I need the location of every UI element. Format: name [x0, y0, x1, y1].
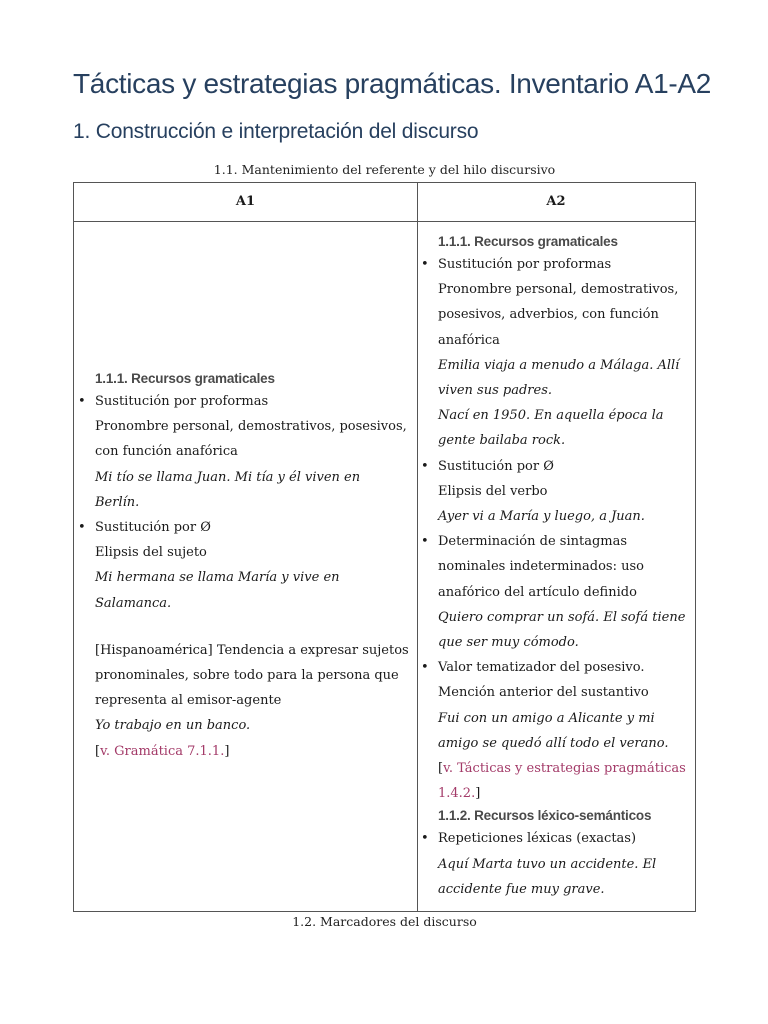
- example-line: accidente fue muy grave.: [438, 881, 605, 897]
- inventory-table: [73, 182, 696, 912]
- description-line: Pronombre personal, demostrativos,: [438, 282, 679, 298]
- header-divider: [74, 221, 695, 222]
- cross-reference-cont: 1.4.2.]: [438, 786, 481, 802]
- example-line: que ser muy cómodo.: [438, 635, 579, 651]
- grammar-link[interactable]: v. Gramática 7.1.1.: [100, 743, 225, 759]
- description-line: posesivos, adverbios, con función: [438, 307, 659, 323]
- tactics-link-number[interactable]: 1.4.2.: [438, 786, 476, 802]
- description-line: Pronombre personal, demostrativos, posesivos,: [95, 419, 407, 435]
- example-line: Nací en 1950. En aquella época la: [438, 408, 664, 424]
- bullet-item: • Sustitución por proformas: [417, 252, 695, 277]
- example-line: Fui con un amigo a Alicante y mi: [438, 710, 655, 726]
- next-table-caption: 1.2. Marcadores del discurso: [292, 914, 477, 929]
- description-line: anafórico del artículo definido: [438, 584, 637, 600]
- example-line: Emilia viaja a menudo a Málaga. Allí: [438, 357, 680, 373]
- bullet-item: • Sustitución por Ø: [417, 454, 695, 479]
- bullet-item: • Repeticiones léxicas (exactas): [417, 826, 695, 851]
- column-header-a1: A1: [235, 194, 256, 209]
- example-line: viven sus padres.: [438, 383, 552, 399]
- description-line: anafórica: [438, 332, 500, 348]
- example-line: Salamanca.: [95, 595, 172, 611]
- example-line: Mi hermana se llama María y vive en: [95, 570, 340, 586]
- note-line: [Hispanoamérica] Tendencia a expresar sujetos: [95, 642, 409, 658]
- cross-reference: [v. Tácticas y estrategias pragmáticas: [438, 761, 686, 777]
- example-line: Quiero comprar un sofá. El sofá tiene: [438, 609, 686, 625]
- bullet-item: • Valor tematizador del posesivo.: [417, 655, 695, 680]
- bullet-item: • Sustitución por proformas: [74, 389, 417, 414]
- section-heading: 1. Construcción e interpretación del discurso: [73, 120, 479, 143]
- tactics-link[interactable]: v. Tácticas y estrategias pragmáticas: [443, 761, 686, 777]
- example-line: Ayer vi a María y luego, a Juan.: [438, 509, 645, 525]
- note-line: pronominales, sobre todo para la persona que: [95, 668, 399, 684]
- cross-reference: [v. Gramática 7.1.1.]: [95, 743, 230, 759]
- example-line: Yo trabajo en un banco.: [95, 718, 251, 734]
- subsection-heading: 1.1.1. Recursos gramaticales: [438, 234, 618, 249]
- page-title: Tácticas y estrategias pragmáticas. Inventario A1-A2: [73, 68, 712, 99]
- table-caption: 1.1. Mantenimiento del referente y del hilo discursivo: [213, 162, 556, 177]
- bullet-item: • Determinación de sintagmas: [417, 529, 695, 554]
- example-line: amigo se quedó allí todo el verano.: [438, 735, 669, 751]
- column-header-a2: A2: [546, 194, 566, 209]
- cell-a2: [417, 232, 695, 902]
- subsection-heading: 1.1.2. Recursos léxico-semánticos: [438, 808, 652, 824]
- cell-a1: [74, 369, 417, 764]
- note-line: representa al emisor-agente: [95, 693, 282, 709]
- description-line: Elipsis del verbo: [438, 483, 548, 499]
- bullet-item: • Sustitución por Ø: [74, 515, 417, 540]
- example-line: gente bailaba rock.: [438, 433, 566, 449]
- example-line: Berlín.: [95, 494, 140, 510]
- description-line: Elipsis del sujeto: [95, 545, 207, 561]
- subsection-heading: 1.1.1. Recursos gramaticales: [95, 371, 275, 386]
- description-line: con función anafórica: [95, 444, 238, 460]
- description-line: nominales indeterminados: uso: [438, 559, 644, 575]
- description-line: Mención anterior del sustantivo: [438, 685, 649, 701]
- example-line: Mi tío se llama Juan. Mi tía y él viven en: [95, 469, 361, 485]
- example-line: Aquí Marta tuvo un accidente. El: [438, 856, 657, 872]
